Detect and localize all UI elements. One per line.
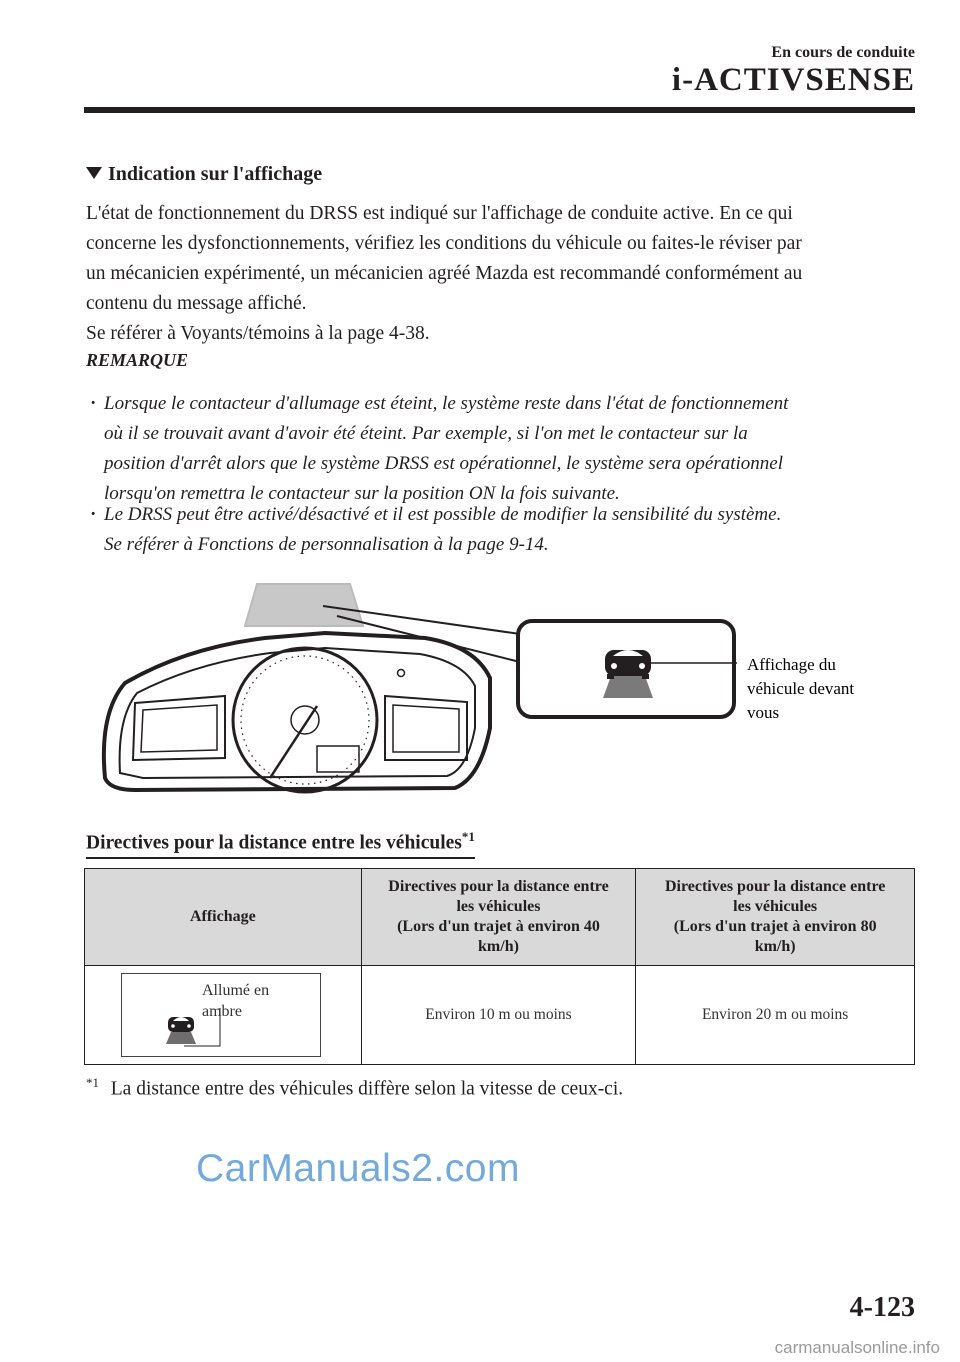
speedometer <box>233 648 377 792</box>
paragraph-line: contenu du message affiché. <box>86 293 307 314</box>
display-illustration <box>121 973 321 1057</box>
footnote-text: La distance entre des véhicules diffère selon la vitesse de ceux-ci. <box>110 1078 624 1100</box>
note-item-1 <box>86 389 926 509</box>
callout-line: Affichage du <box>747 655 836 674</box>
triangle-bullet-icon <box>86 167 102 179</box>
display-cell <box>85 966 362 1065</box>
note-line: où il se trouvait avant d'avoir été éteint. Par exemple, si l'on met le contacteur sur la <box>104 423 748 444</box>
callout-line: vous <box>747 703 780 722</box>
distance-40-cell: Environ 10 m ou moins <box>361 966 636 1065</box>
paragraph-line: concerne les dysfonctionnements, vérifiez les conditions du véhicule ou faites-le réviser par <box>86 233 802 254</box>
cross-reference-link[interactable]: Se référer à Fonctions de personnalisation à la page 9-14. <box>104 534 549 555</box>
speed-needle <box>270 706 317 778</box>
note-item-2 <box>86 500 926 560</box>
section-heading <box>86 163 322 186</box>
paragraph-line: un mécanicien expérimenté, un mécanicien agréé Mazda est recommandé conformément au <box>86 263 803 284</box>
note-line: · Le DRSS peut être activé/désactivé et il est possible de modifier la sensibilité du système. <box>86 500 926 530</box>
paragraph-line: L'état de fonctionnement du DRSS est indiqué sur l'affichage de conduite active. En ce qui <box>86 203 793 224</box>
section-heading-text: Indication sur l'affichage <box>108 163 323 185</box>
watermark-bottom[interactable]: carmanualsonline.info <box>774 1338 940 1357</box>
header-display: Affichage <box>85 869 362 966</box>
table-title-text: Directives pour la distance entre les véhicules <box>86 832 462 854</box>
header-80kmh: Directives pour la distance entre les véhicules (Lors d'un trajet à environ 80 km/h) <box>636 869 915 966</box>
active-driving-display-panel <box>245 584 363 626</box>
distance-80-cell: Environ 20 m ou moins <box>636 966 915 1065</box>
header-40kmh: Directives pour la distance entre les véhicules (Lors d'un trajet à environ 40 km/h) <box>361 869 636 966</box>
page-number: 4-123 <box>849 1292 915 1323</box>
table-row <box>85 966 915 1065</box>
running-header-section: En cours de conduite <box>771 44 915 61</box>
header-rule <box>84 107 915 113</box>
vehicle-ahead-indicator-icon <box>603 650 653 698</box>
display-label-line: ambre <box>202 1003 242 1020</box>
callout-line: véhicule devant <box>747 679 855 698</box>
table-title <box>86 829 475 859</box>
note-line: lorsqu'on remettra le contacteur sur la position ON la fois suivante. <box>104 483 620 504</box>
table-header-row <box>85 869 915 966</box>
watermark-top[interactable]: CarManuals2.com <box>196 1147 520 1190</box>
note-line: position d'arrêt alors que le système DRSS est opérationnel, le système sera opérationnel <box>104 453 783 474</box>
instrument-cluster-diagram <box>95 578 895 808</box>
cross-reference-link[interactable]: Se référer à Voyants/témoins à la page 4-38. <box>86 323 430 344</box>
distance-guidelines-table <box>84 868 915 1065</box>
running-header-chapter: i-ACTIVSENSE <box>671 62 915 98</box>
note-line: · Lorsque le contacteur d'allumage est éteint, le système reste dans l'état de fonctionnement <box>86 389 926 419</box>
footnote-ref: *1 <box>461 829 475 844</box>
footnote <box>86 1075 623 1101</box>
note-title: REMARQUE <box>86 350 189 370</box>
body-paragraph <box>86 199 916 349</box>
footnote-mark: *1 <box>86 1075 99 1090</box>
display-label-line: Allumé en <box>202 982 270 999</box>
